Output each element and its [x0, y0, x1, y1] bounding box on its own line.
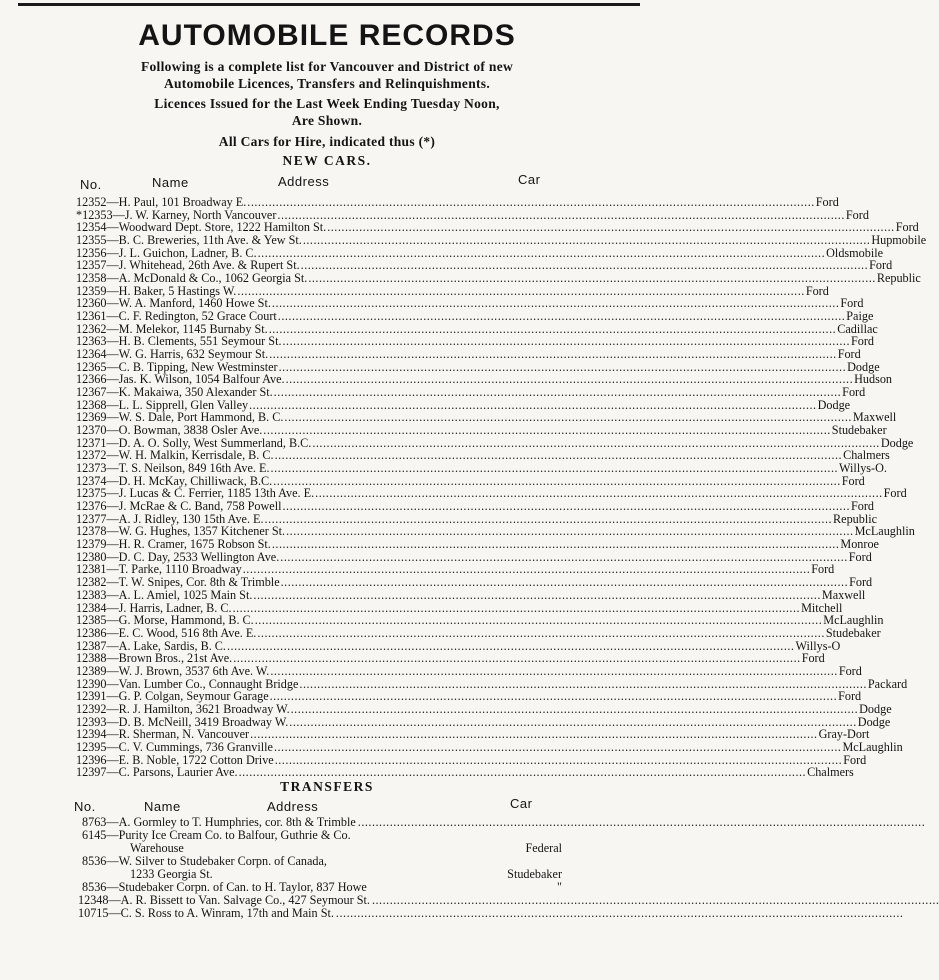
dot-leader: ................................................................................................................................................................	[226, 638, 795, 653]
dot-leader: ................................................................................................................................................................	[257, 245, 826, 260]
licence-entry: 12357—J. Whitehead, 26th Ave. & Rupert St.	[76, 258, 300, 273]
intro-line: Following is a complete list for Vancouver and District of new	[140, 59, 514, 74]
table-row	[76, 727, 870, 742]
licence-entry: 12363—H. B. Clements, 551 Seymour St.	[76, 334, 282, 349]
car-make: Maxwell	[821, 587, 866, 602]
dot-leader: ................................................................................................................................................................	[302, 233, 871, 248]
licence-entry: 12360—W. A. Manford, 1460 Howe St.	[76, 296, 271, 311]
dot-leader: ................................................................................................................................................................	[242, 562, 811, 577]
dot-leader: ................................................................................................................................................................	[232, 600, 801, 615]
car-make: Dodge	[817, 397, 851, 412]
table-row	[76, 309, 874, 324]
car-make: Ford	[815, 195, 839, 209]
dot-leader: ................................................................................................................................................................	[277, 207, 845, 222]
car-make: Studebaker	[507, 867, 562, 881]
table-row	[76, 461, 887, 476]
car-make: Gray-Dort	[818, 727, 870, 742]
car-make: McLaughlin	[854, 524, 915, 539]
intro-block-2	[40, 95, 614, 129]
table-row	[76, 651, 825, 666]
new-cars-heading: NEW CARS.	[282, 153, 372, 168]
transfers-list	[78, 815, 939, 920]
table-row	[76, 423, 887, 438]
transfers-header-no: No.	[74, 799, 96, 814]
table-row	[76, 271, 921, 286]
licence-entry: 12366—Jas. K. Wilson, 1054 Balfour Ave.	[76, 372, 285, 387]
column-header-name: Name	[152, 175, 189, 190]
transfer-entry: Warehouse	[130, 841, 184, 855]
licence-entry: 12390—Van. Lumber Co., Connaught Bridge	[76, 676, 299, 691]
column-header-address: Address	[278, 174, 330, 189]
licence-entry: *12353—J. W. Karney, North Vancouver	[76, 207, 277, 222]
car-make: Chalmers	[843, 448, 890, 463]
licence-entry: 12378—W. G. Hughes, 1357 Kitchener St.	[76, 524, 286, 539]
car-make: Ford	[840, 296, 864, 311]
dot-leader: ................................................................................................................................................................	[253, 587, 821, 602]
table-row	[76, 765, 854, 780]
dot-leader: ................................................................................................................................................................	[264, 511, 833, 526]
dot-leader: ................................................................................................................................................................	[249, 397, 817, 412]
licence-entry: 12362—M. Melekor, 1145 Burnaby St.	[76, 321, 268, 336]
licence-entry: 12364—W. G. Harris, 632 Seymour St.	[76, 347, 269, 362]
car-make: Paige	[846, 309, 874, 324]
car-make: Ford	[801, 651, 825, 666]
dot-leader: ................................................................................................................................................................	[254, 613, 823, 628]
dot-leader: ................................................................................................................................................................	[277, 309, 846, 324]
licence-entry: 12355—B. C. Breweries, 11th Ave. & Yew St.	[76, 233, 302, 248]
dot-leader: ................................................................................................................................................................	[270, 461, 839, 476]
dot-leader: ................................................................................................................................................................	[308, 271, 876, 286]
car-make: Ford	[843, 752, 867, 767]
dot-leader: ................................................................................................................................................................	[273, 739, 842, 754]
licence-entry: 12358—A. McDonald & Co., 1062 Georgia St.	[76, 271, 308, 286]
new-cars-list	[76, 195, 927, 780]
transfer-entry: 8763—A. Gormley to T. Humphries, cor. 8th & Trimble	[82, 815, 356, 829]
licence-entry: 12380—D. C. Day, 2533 Wellington Ave.	[76, 549, 280, 564]
dot-leader: ................................................................................................................................................................	[300, 258, 869, 273]
dot-leader: ................................................................................................................................................................	[273, 473, 841, 488]
dot-leader: ................................................................................................................................................................	[268, 321, 837, 336]
car-make: Ford	[851, 334, 875, 349]
dot-leader: ................................................................................................................................................................	[327, 220, 895, 235]
car-make: Studebaker	[825, 625, 881, 640]
dot-leader: ................................................................................................................................................................	[285, 372, 854, 387]
top-rule	[18, 3, 640, 6]
dot-leader: ................................................................................................................................................................	[357, 815, 926, 829]
car-make: Ford	[841, 473, 865, 488]
transfers-header-car: Car	[510, 796, 533, 811]
car-make: Ford	[869, 258, 893, 273]
car-make: Dodge	[847, 359, 880, 374]
page-title: AUTOMOBILE RECORDS	[138, 19, 516, 52]
dot-leader: ................................................................................................................................................................	[286, 524, 854, 539]
transfer-entry: 8536—Studebaker Corpn. of Can. to H. Taylor, 837 Howe	[82, 880, 367, 894]
car-make: McLaughlin	[842, 739, 903, 754]
licence-entry: 12375—J. Lucas & C. Ferrier, 1185 13th Ave. E.	[76, 486, 315, 501]
transfers-header-address: Address	[267, 799, 319, 814]
dot-leader: ................................................................................................................................................................	[273, 385, 842, 400]
car-make: Republic	[833, 511, 878, 526]
dot-leader: ................................................................................................................................................................	[299, 676, 867, 691]
car-make: Federal	[525, 841, 562, 855]
dot-leader: ................................................................................................................................................................	[238, 765, 807, 780]
licence-entry: 12389—W. J. Brown, 3537 6th Ave. W.	[76, 663, 270, 678]
dot-leader: ................................................................................................................................................................	[274, 752, 843, 767]
car-make: Oldsmobile	[826, 245, 883, 260]
licence-entry: 12365—C. B. Tipping, New Westminster	[76, 359, 278, 374]
car-make: Ford	[845, 207, 869, 222]
licence-entry: 12391—G. P. Colgan, Seymour Garage	[76, 689, 269, 704]
car-make: Ford	[883, 486, 907, 501]
transfer-entry: 10715—C. S. Ross to A. Winram, 17th and Main St.	[78, 906, 334, 920]
car-make: Cadillac	[837, 321, 878, 336]
dot-leader: ................................................................................................................................................................	[270, 663, 838, 678]
table-row	[76, 701, 892, 716]
hire-note: All Cars for Hire, indicated thus (*)	[218, 134, 436, 149]
licence-entry: 12376—J. McRae & C. Band, 758 Powell	[76, 499, 282, 514]
transfers-header-name: Name	[144, 799, 181, 814]
dot-leader: ................................................................................................................................................................	[269, 347, 837, 362]
car-make: Ford	[848, 549, 872, 564]
licence-entry: 12359—H. Baker, 5 Hastings W.	[76, 283, 237, 298]
car-make: Willys-O	[795, 638, 841, 653]
licence-entry: 12374—D. H. McKay, Chilliwack, B.C.	[76, 473, 273, 488]
car-make: Dodge	[880, 435, 914, 450]
licence-entry: 12371—D. A. O. Solly, West Summerland, B.C.	[76, 435, 312, 450]
dot-leader: ................................................................................................................................................................	[282, 334, 850, 349]
licence-entry: 12392—R. J. Hamilton, 3621 Broadway W.	[76, 701, 290, 716]
licence-entry: 12361—C. F. Redington, 52 Grace Court	[76, 309, 277, 324]
licence-entry: 12395—C. V. Cummings, 736 Granville	[76, 739, 273, 754]
transfer-entry: 6145—Purity Ice Cream Co. to Balfour, Guthrie & Co.	[82, 828, 351, 842]
car-make: Hupmobile	[871, 233, 927, 248]
car-make: Chalmers	[807, 765, 854, 780]
dot-leader: ................................................................................................................................................................	[257, 625, 825, 640]
car-make: Maxwell	[852, 410, 897, 425]
car-make: Dodge	[859, 701, 892, 716]
table-row	[76, 385, 866, 400]
licence-entry: 12382—T. W. Snipes, Cor. 8th & Trimble	[76, 575, 280, 590]
dot-leader: ................................................................................................................................................................	[271, 296, 840, 311]
dot-leader: ................................................................................................................................................................	[290, 701, 859, 716]
table-row	[76, 689, 862, 704]
transfer-line	[78, 906, 904, 920]
dot-leader: ................................................................................................................................................................	[371, 893, 939, 907]
intro-line: Are Shown.	[291, 113, 363, 128]
licence-entry: 12384—J. Harris, Ladner, B. C.	[76, 600, 232, 615]
car-make: Ford	[851, 499, 875, 514]
transfers-heading: TRANSFERS	[280, 779, 374, 794]
car-make: Packard	[867, 676, 908, 691]
car-make: Ford	[849, 575, 873, 590]
car-make: Republic	[876, 271, 921, 286]
transfer-entry: 1233 Georgia St.	[130, 867, 213, 881]
car-make: Mitchell	[801, 600, 843, 615]
licence-entry: 12397—C. Parsons, Laurier Ave.	[76, 765, 238, 780]
car-make: Ford	[837, 347, 861, 362]
dot-leader: ................................................................................................................................................................	[269, 689, 838, 704]
table-row	[76, 575, 873, 590]
licence-entry: 12393—D. B. McNeill, 3419 Broadway W.	[76, 714, 289, 729]
intro-line: Automobile Licences, Transfers and Relinquishments.	[163, 76, 491, 91]
car-make: Ford	[895, 220, 919, 235]
car-make: Monroe	[840, 537, 879, 552]
table-row	[76, 537, 879, 552]
dot-leader: ................................................................................................................................................................	[250, 727, 818, 742]
dot-leader: ................................................................................................................................................................	[237, 283, 805, 298]
car-make: Dodge	[857, 714, 891, 729]
car-make: Willys-O.	[839, 461, 887, 476]
licence-entry: 12386—E. C. Wood, 516 8th Ave. E.	[76, 625, 257, 640]
table-row	[76, 233, 927, 248]
dot-leader: ................................................................................................................................................................	[247, 195, 815, 209]
dot-leader: ................................................................................................................................................................	[335, 906, 904, 920]
licence-entry: 12372—W. H. Malkin, Kerrisdale, B. C.	[76, 448, 274, 463]
table-row	[76, 739, 903, 754]
car-make: Ford	[811, 562, 835, 577]
licence-entry: 12385—G. Morse, Hammond, B. C.	[76, 613, 254, 628]
licence-entry: 12369—W. S. Dale, Port Hammond, B. C.	[76, 410, 284, 425]
car-make: Ford	[838, 689, 862, 704]
licence-entry: 12367—K. Makaiwa, 350 Alexander St.	[76, 385, 273, 400]
licence-entry: 12356—J. L. Guichon, Ladner, B. C.	[76, 245, 257, 260]
dot-leader: ................................................................................................................................................................	[312, 435, 880, 450]
car-make: "	[557, 880, 562, 894]
dot-leader: ................................................................................................................................................................	[233, 651, 801, 666]
licence-entry: 12394—R. Sherman, N. Vancouver	[76, 727, 250, 742]
table-row	[76, 625, 881, 640]
licence-entry: 12387—A. Lake, Sardis, B. C.	[76, 638, 226, 653]
car-make: Ford	[842, 385, 866, 400]
licence-entry: 12368—L. L. Sipprell, Glen Valley	[76, 397, 249, 412]
licence-entry: 12379—H. R. Cramer, 1675 Robson St.	[76, 537, 271, 552]
dot-leader: ................................................................................................................................................................	[271, 537, 840, 552]
dot-leader: ................................................................................................................................................................	[284, 410, 852, 425]
licence-entry: 12370—O. Bowman, 3838 Osler Ave.	[76, 423, 263, 438]
licence-entry: 12396—E. B. Noble, 1722 Cotton Drive	[76, 752, 274, 767]
intro-line: Licences Issued for the Last Week Ending Tuesday Noon,	[154, 96, 500, 111]
dot-leader: ................................................................................................................................................................	[282, 499, 850, 514]
licence-entry: 12352—H. Paul, 101 Broadway E.	[76, 195, 247, 209]
intro-block-1	[40, 58, 614, 92]
dot-leader: ................................................................................................................................................................	[289, 714, 857, 729]
transfer-entry: 12348—A. R. Bissett to Van. Salvage Co., 427 Seymour St.	[78, 893, 370, 907]
licence-entry: 12373—T. S. Neilson, 849 16th Ave. E.	[76, 461, 270, 476]
dot-leader: ................................................................................................................................................................	[274, 448, 843, 463]
car-make: Studebaker	[831, 423, 887, 438]
licence-entry: 12354—Woodward Dept. Store, 1222 Hamilton St.	[76, 220, 327, 235]
table-row	[76, 663, 862, 678]
table-row	[76, 499, 875, 514]
car-make: Ford	[805, 283, 829, 298]
car-make: McLaughlin	[823, 613, 884, 628]
dot-leader: ................................................................................................................................................................	[263, 423, 831, 438]
dot-leader: ................................................................................................................................................................	[315, 486, 883, 501]
table-row	[76, 195, 839, 209]
car-make: Hudson	[854, 372, 893, 387]
transfer-entry: 8536—W. Silver to Studebaker Corpn. of Canada,	[82, 854, 327, 868]
table-row	[76, 613, 884, 628]
licence-entry: 12377—A. J. Ridley, 130 15th Ave. E.	[76, 511, 264, 526]
licence-entry: 12388—Brown Bros., 21st Ave.	[76, 651, 233, 666]
column-header-no: No.	[80, 177, 102, 192]
car-make: Ford	[838, 663, 862, 678]
table-row	[76, 587, 866, 602]
licence-entry: 12381—T. Parke, 1110 Broadway	[76, 562, 242, 577]
dot-leader: ................................................................................................................................................................	[278, 359, 847, 374]
licence-entry: 12383—A. L. Amiel, 1025 Main St.	[76, 587, 253, 602]
column-header-car: Car	[518, 172, 541, 187]
table-row	[76, 347, 861, 362]
dot-leader: ................................................................................................................................................................	[280, 575, 849, 590]
dot-leader: ................................................................................................................................................................	[280, 549, 848, 564]
